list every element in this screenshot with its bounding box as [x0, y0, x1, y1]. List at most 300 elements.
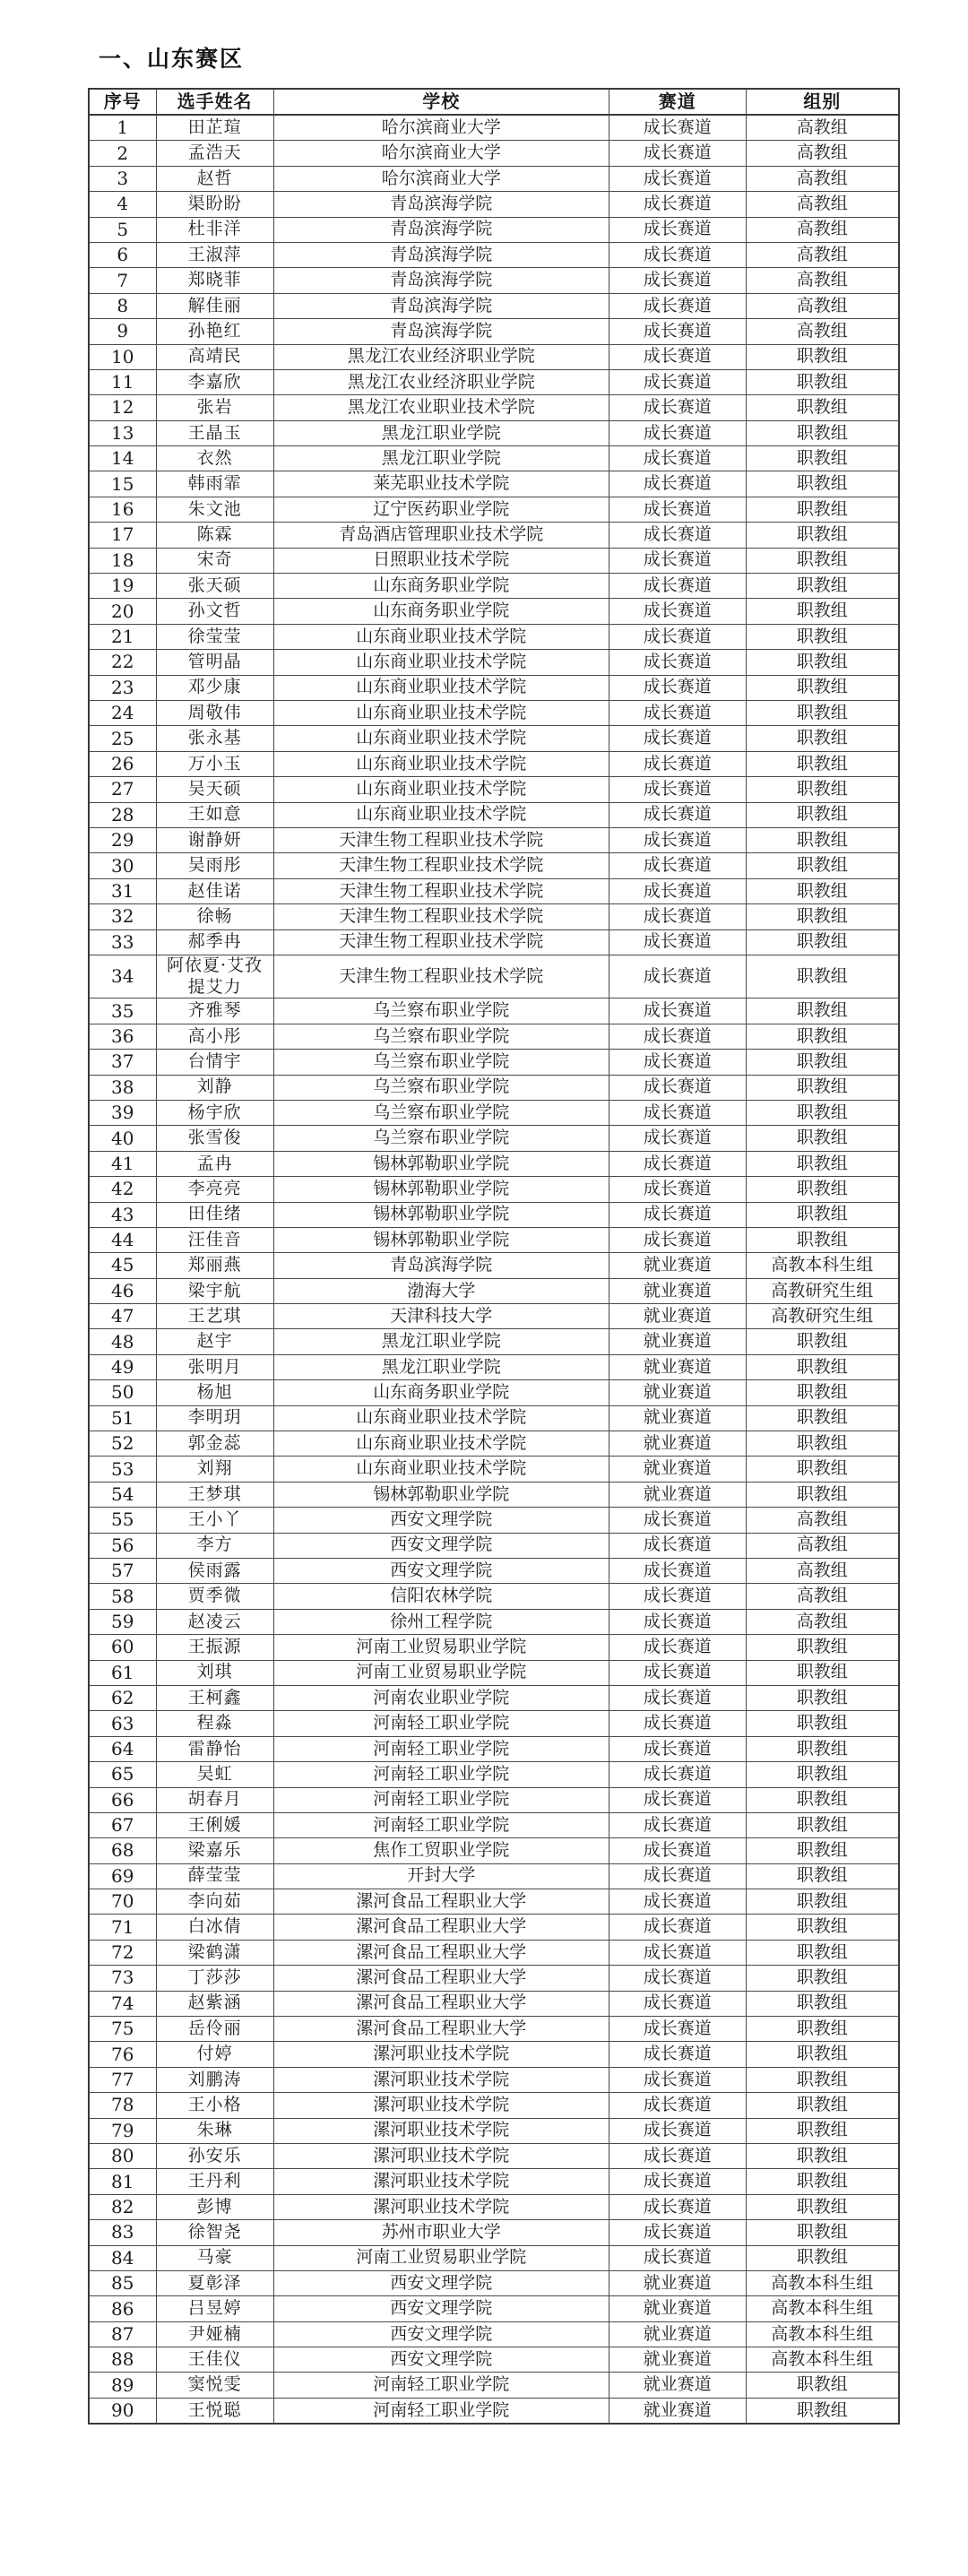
school: 漯河职业技术学院	[273, 2093, 609, 2118]
track: 成长赛道	[609, 548, 746, 573]
contestant-name: 徐莹莹	[156, 624, 273, 649]
table-row	[89, 878, 899, 903]
group: 职教组	[746, 574, 899, 599]
contestant-name: 衣然	[156, 446, 273, 471]
track: 成长赛道	[609, 904, 746, 929]
row-number: 50	[89, 1380, 156, 1405]
contestant-name: 王丹利	[156, 2169, 273, 2194]
group: 高教本科生组	[746, 2270, 899, 2295]
contestant-name: 丁莎莎	[156, 1966, 273, 1991]
track: 就业赛道	[609, 2321, 746, 2347]
school: 苏州市职业大学	[273, 2220, 609, 2245]
group: 职教组	[746, 1431, 899, 1457]
contestant-name: 郝季冉	[156, 929, 273, 955]
school: 西安文理学院	[273, 2347, 609, 2373]
group: 职教组	[746, 2220, 899, 2245]
header-group: 组别	[746, 89, 899, 115]
school: 乌兰察布职业学院	[273, 1126, 609, 1151]
group: 职教组	[746, 1762, 899, 1787]
track: 成长赛道	[609, 344, 746, 369]
contestant-name: 张明月	[156, 1354, 273, 1379]
table-row	[89, 1812, 899, 1837]
group: 职教组	[746, 1227, 899, 1252]
contestant-name: 吴天硕	[156, 777, 273, 802]
track: 成长赛道	[609, 1609, 746, 1634]
school: 锡林郭勒职业学院	[273, 1227, 609, 1252]
track: 成长赛道	[609, 1787, 746, 1812]
table-row	[89, 777, 899, 802]
row-number: 33	[89, 929, 156, 955]
contestant-name: 夏彰泽	[156, 2270, 273, 2295]
contestant-name: 吕昱婷	[156, 2296, 273, 2321]
school: 信阳农林学院	[273, 1584, 609, 1609]
contestant-name: 侯雨露	[156, 1558, 273, 1583]
row-number: 25	[89, 726, 156, 751]
track: 成长赛道	[609, 1915, 746, 1940]
contestant-name: 孙艳红	[156, 319, 273, 344]
school: 黑龙江职业学院	[273, 420, 609, 445]
table-row	[89, 955, 899, 998]
school: 锡林郭勒职业学院	[273, 1177, 609, 1202]
contestant-name: 马豪	[156, 2245, 273, 2270]
track: 成长赛道	[609, 777, 746, 802]
school: 山东商业职业技术学院	[273, 1405, 609, 1431]
track: 成长赛道	[609, 878, 746, 903]
group: 高教组	[746, 319, 899, 344]
contestant-name: 雷静怡	[156, 1736, 273, 1761]
contestant-name: 薛莹莹	[156, 1863, 273, 1889]
table-row	[89, 523, 899, 548]
contestant-name: 管明晶	[156, 650, 273, 675]
track: 成长赛道	[609, 1202, 746, 1227]
group: 职教组	[746, 904, 899, 929]
table-row	[89, 1024, 899, 1049]
table-row	[89, 1227, 899, 1252]
track: 成长赛道	[609, 395, 746, 420]
school: 漯河食品工程职业大学	[273, 1915, 609, 1940]
table-row	[89, 1940, 899, 1965]
group: 职教组	[746, 1126, 899, 1151]
contestant-table	[88, 88, 900, 2425]
group: 职教组	[746, 929, 899, 955]
school: 焦作工贸职业学院	[273, 1838, 609, 1863]
row-number: 74	[89, 1991, 156, 2016]
table-row	[89, 2270, 899, 2295]
contestant-name: 齐雅琴	[156, 998, 273, 1024]
row-number: 46	[89, 1278, 156, 1303]
track: 就业赛道	[609, 1329, 746, 1354]
school: 漯河职业技术学院	[273, 2143, 609, 2168]
group: 高教研究生组	[746, 1304, 899, 1329]
track: 成长赛道	[609, 1711, 746, 1736]
group: 职教组	[746, 1482, 899, 1507]
contestant-name: 杨宇欣	[156, 1100, 273, 1125]
group: 职教组	[746, 471, 899, 497]
contestant-name: 韩雨霏	[156, 471, 273, 497]
table-row	[89, 2194, 899, 2219]
track: 成长赛道	[609, 1838, 746, 1863]
table-row	[89, 1050, 899, 1075]
table-row	[89, 1431, 899, 1457]
school: 河南轻工职业学院	[273, 1711, 609, 1736]
school: 哈尔滨商业大学	[273, 141, 609, 166]
school: 漯河食品工程职业大学	[273, 2017, 609, 2042]
track: 成长赛道	[609, 1100, 746, 1125]
contestant-name: 尹娅楠	[156, 2321, 273, 2347]
track: 成长赛道	[609, 319, 746, 344]
contestant-name: 王悦聪	[156, 2398, 273, 2424]
group: 职教组	[746, 344, 899, 369]
row-number: 21	[89, 624, 156, 649]
group: 高教组	[746, 141, 899, 166]
row-number: 29	[89, 827, 156, 852]
school: 哈尔滨商业大学	[273, 115, 609, 141]
track: 成长赛道	[609, 1762, 746, 1787]
table-row	[89, 2321, 899, 2347]
row-number: 44	[89, 1227, 156, 1252]
track: 成长赛道	[609, 998, 746, 1024]
row-number: 68	[89, 1838, 156, 1863]
contestant-name: 王俐媛	[156, 1812, 273, 1837]
school: 黑龙江职业学院	[273, 1354, 609, 1379]
row-number: 71	[89, 1915, 156, 1940]
contestant-name: 彭博	[156, 2194, 273, 2219]
track: 成长赛道	[609, 700, 746, 725]
contestant-name: 解佳丽	[156, 293, 273, 318]
row-number: 7	[89, 268, 156, 293]
contestant-name: 宋奇	[156, 548, 273, 573]
track: 成长赛道	[609, 1863, 746, 1889]
table-row	[89, 1558, 899, 1583]
table-row	[89, 998, 899, 1024]
group: 高教组	[746, 1508, 899, 1533]
row-number: 45	[89, 1253, 156, 1278]
group: 职教组	[746, 878, 899, 903]
table-row	[89, 624, 899, 649]
row-number: 37	[89, 1050, 156, 1075]
school: 青岛滨海学院	[273, 192, 609, 217]
table-row	[89, 1736, 899, 1761]
table-row	[89, 1482, 899, 1507]
row-number: 87	[89, 2321, 156, 2347]
group: 高教本科生组	[746, 1253, 899, 1278]
school: 哈尔滨商业大学	[273, 166, 609, 191]
table-row	[89, 1889, 899, 1915]
track: 成长赛道	[609, 192, 746, 217]
group: 职教组	[746, 1405, 899, 1431]
group: 职教组	[746, 2398, 899, 2424]
track: 成长赛道	[609, 369, 746, 394]
table-row	[89, 1838, 899, 1863]
table-row	[89, 268, 899, 293]
table-row	[89, 1151, 899, 1176]
contestant-name: 王小格	[156, 2093, 273, 2118]
track: 成长赛道	[609, 115, 746, 141]
contestant-name: 李方	[156, 1533, 273, 1558]
row-number: 4	[89, 192, 156, 217]
contestant-name: 梁鹤潇	[156, 1940, 273, 1965]
school: 山东商业职业技术学院	[273, 1431, 609, 1457]
contestant-name: 李嘉欣	[156, 369, 273, 394]
table-row	[89, 395, 899, 420]
table-row	[89, 1711, 899, 1736]
table-row	[89, 166, 899, 191]
track: 成长赛道	[609, 1075, 746, 1100]
track: 成长赛道	[609, 446, 746, 471]
group: 职教组	[746, 1940, 899, 1965]
row-number: 69	[89, 1863, 156, 1889]
row-number: 42	[89, 1177, 156, 1202]
contestant-name: 张雪俊	[156, 1126, 273, 1151]
contestant-name: 徐智尧	[156, 2220, 273, 2245]
row-number: 2	[89, 141, 156, 166]
table-row	[89, 115, 899, 141]
row-number: 1	[89, 115, 156, 141]
contestant-name: 王如意	[156, 802, 273, 827]
table-row	[89, 1660, 899, 1685]
contestant-name: 阿依夏·艾孜提艾力	[156, 955, 273, 998]
table-row	[89, 2398, 899, 2424]
school: 青岛滨海学院	[273, 242, 609, 267]
table-row	[89, 2296, 899, 2321]
contestant-name: 付婷	[156, 2042, 273, 2067]
school: 漯河食品工程职业大学	[273, 1940, 609, 1965]
school: 西安文理学院	[273, 2296, 609, 2321]
table-row	[89, 242, 899, 267]
table-row	[89, 2017, 899, 2042]
school: 青岛滨海学院	[273, 319, 609, 344]
track: 就业赛道	[609, 2373, 746, 2398]
school: 山东商务职业学院	[273, 599, 609, 624]
group: 职教组	[746, 1736, 899, 1761]
row-number: 16	[89, 497, 156, 522]
group: 职教组	[746, 2194, 899, 2219]
table-row	[89, 1762, 899, 1787]
contestant-name: 徐畅	[156, 904, 273, 929]
contestant-name: 邓少康	[156, 675, 273, 700]
school: 莱芜职业技术学院	[273, 471, 609, 497]
school: 日照职业技术学院	[273, 548, 609, 573]
group: 职教组	[746, 369, 899, 394]
row-number: 38	[89, 1075, 156, 1100]
track: 成长赛道	[609, 2143, 746, 2168]
track: 成长赛道	[609, 2245, 746, 2270]
group: 职教组	[746, 700, 899, 725]
row-number: 22	[89, 650, 156, 675]
row-number: 43	[89, 1202, 156, 1227]
track: 成长赛道	[609, 1024, 746, 1049]
table-row	[89, 853, 899, 878]
row-number: 47	[89, 1304, 156, 1329]
row-number: 80	[89, 2143, 156, 2168]
track: 成长赛道	[609, 650, 746, 675]
contestant-name: 朱文池	[156, 497, 273, 522]
school: 乌兰察布职业学院	[273, 1100, 609, 1125]
table-row	[89, 1100, 899, 1125]
group: 职教组	[746, 853, 899, 878]
row-number: 86	[89, 2296, 156, 2321]
group: 职教组	[746, 1863, 899, 1889]
track: 成长赛道	[609, 471, 746, 497]
school: 西安文理学院	[273, 2270, 609, 2295]
row-number: 79	[89, 2118, 156, 2143]
contestant-name: 王振源	[156, 1635, 273, 1660]
group: 职教组	[746, 726, 899, 751]
table-row	[89, 1329, 899, 1354]
contestant-name: 田佳绪	[156, 1202, 273, 1227]
table-row	[89, 2245, 899, 2270]
contestant-name: 梁宇航	[156, 1278, 273, 1303]
track: 成长赛道	[609, 1660, 746, 1685]
school: 锡林郭勒职业学院	[273, 1151, 609, 1176]
school: 天津生物工程职业技术学院	[273, 827, 609, 852]
row-number: 49	[89, 1354, 156, 1379]
track: 成长赛道	[609, 802, 746, 827]
track: 成长赛道	[609, 1940, 746, 1965]
group: 职教组	[746, 1151, 899, 1176]
contestant-name: 李明玥	[156, 1405, 273, 1431]
school: 锡林郭勒职业学院	[273, 1482, 609, 1507]
group: 职教组	[746, 777, 899, 802]
contestant-name: 郑丽燕	[156, 1253, 273, 1278]
group: 职教组	[746, 599, 899, 624]
group: 高教组	[746, 115, 899, 141]
school: 山东商业职业技术学院	[273, 650, 609, 675]
school: 天津生物工程职业技术学院	[273, 878, 609, 903]
group: 职教组	[746, 2245, 899, 2270]
row-number: 55	[89, 1508, 156, 1533]
school: 山东商业职业技术学院	[273, 726, 609, 751]
contestant-name: 孟浩天	[156, 141, 273, 166]
row-number: 88	[89, 2347, 156, 2373]
group: 职教组	[746, 675, 899, 700]
row-number: 66	[89, 1787, 156, 1812]
track: 成长赛道	[609, 2194, 746, 2219]
table-row	[89, 1609, 899, 1634]
group: 职教组	[746, 2093, 899, 2118]
track: 成长赛道	[609, 751, 746, 776]
track: 成长赛道	[609, 1533, 746, 1558]
school: 漯河职业技术学院	[273, 2194, 609, 2219]
school: 河南工业贸易职业学院	[273, 2245, 609, 2270]
table-row	[89, 599, 899, 624]
row-number: 31	[89, 878, 156, 903]
table-row	[89, 2169, 899, 2194]
school: 天津生物工程职业技术学院	[273, 955, 609, 998]
track: 成长赛道	[609, 675, 746, 700]
row-number: 18	[89, 548, 156, 573]
school: 西安文理学院	[273, 1533, 609, 1558]
group: 职教组	[746, 955, 899, 998]
school: 漯河职业技术学院	[273, 2042, 609, 2067]
table-row	[89, 1126, 899, 1151]
contestant-name: 王小丫	[156, 1508, 273, 1533]
group: 职教组	[746, 1685, 899, 1710]
school: 漯河食品工程职业大学	[273, 1991, 609, 2016]
track: 成长赛道	[609, 217, 746, 242]
track: 就业赛道	[609, 2398, 746, 2424]
table-row	[89, 1278, 899, 1303]
row-number: 12	[89, 395, 156, 420]
group: 职教组	[746, 1711, 899, 1736]
school: 漯河食品工程职业大学	[273, 1889, 609, 1915]
table-row	[89, 1508, 899, 1533]
table-row	[89, 1075, 899, 1100]
row-number: 81	[89, 2169, 156, 2194]
school: 锡林郭勒职业学院	[273, 1202, 609, 1227]
group: 职教组	[746, 1024, 899, 1049]
table-row	[89, 420, 899, 445]
table-row	[89, 2093, 899, 2118]
group: 高教组	[746, 1609, 899, 1634]
contestant-name: 王淑萍	[156, 242, 273, 267]
row-number: 13	[89, 420, 156, 445]
school: 河南轻工职业学院	[273, 2398, 609, 2424]
contestant-name: 吴雨彤	[156, 853, 273, 878]
row-number: 26	[89, 751, 156, 776]
group: 高教本科生组	[746, 2296, 899, 2321]
table-row	[89, 1584, 899, 1609]
school: 山东商业职业技术学院	[273, 624, 609, 649]
contestant-name: 高靖民	[156, 344, 273, 369]
group: 高教组	[746, 268, 899, 293]
contestant-name: 刘翔	[156, 1457, 273, 1482]
table-row	[89, 497, 899, 522]
school: 开封大学	[273, 1863, 609, 1889]
school: 西安文理学院	[273, 1558, 609, 1583]
group: 职教组	[746, 1380, 899, 1405]
contestant-name: 刘琪	[156, 1660, 273, 1685]
group: 职教组	[746, 1075, 899, 1100]
row-number: 67	[89, 1812, 156, 1837]
group: 高教组	[746, 1558, 899, 1583]
table-row	[89, 2143, 899, 2168]
section-title: 一、山东赛区	[99, 46, 245, 72]
school: 天津科技大学	[273, 1304, 609, 1329]
contestant-name: 渠盼盼	[156, 192, 273, 217]
table-row	[89, 319, 899, 344]
group: 高教本科生组	[746, 2321, 899, 2347]
track: 成长赛道	[609, 2093, 746, 2118]
row-number: 36	[89, 1024, 156, 1049]
row-number: 73	[89, 1966, 156, 1991]
school: 山东商务职业学院	[273, 574, 609, 599]
track: 成长赛道	[609, 2067, 746, 2092]
group: 职教组	[746, 1838, 899, 1863]
school: 河南轻工职业学院	[273, 1736, 609, 1761]
contestant-name: 刘鹏涛	[156, 2067, 273, 2092]
school: 河南轻工职业学院	[273, 1812, 609, 1837]
group: 职教组	[746, 827, 899, 852]
school: 青岛滨海学院	[273, 293, 609, 318]
track: 就业赛道	[609, 1354, 746, 1379]
contestant-name: 万小玉	[156, 751, 273, 776]
contestant-name: 孙安乐	[156, 2143, 273, 2168]
track: 成长赛道	[609, 929, 746, 955]
group: 职教组	[746, 2042, 899, 2067]
group: 高教组	[746, 1584, 899, 1609]
contestant-name: 王晶玉	[156, 420, 273, 445]
table-row	[89, 1787, 899, 1812]
school: 西安文理学院	[273, 2321, 609, 2347]
group: 职教组	[746, 497, 899, 522]
track: 成长赛道	[609, 827, 746, 852]
group: 职教组	[746, 395, 899, 420]
table-row	[89, 471, 899, 497]
track: 成长赛道	[609, 1151, 746, 1176]
school: 河南工业贸易职业学院	[273, 1635, 609, 1660]
school: 黑龙江职业学院	[273, 446, 609, 471]
